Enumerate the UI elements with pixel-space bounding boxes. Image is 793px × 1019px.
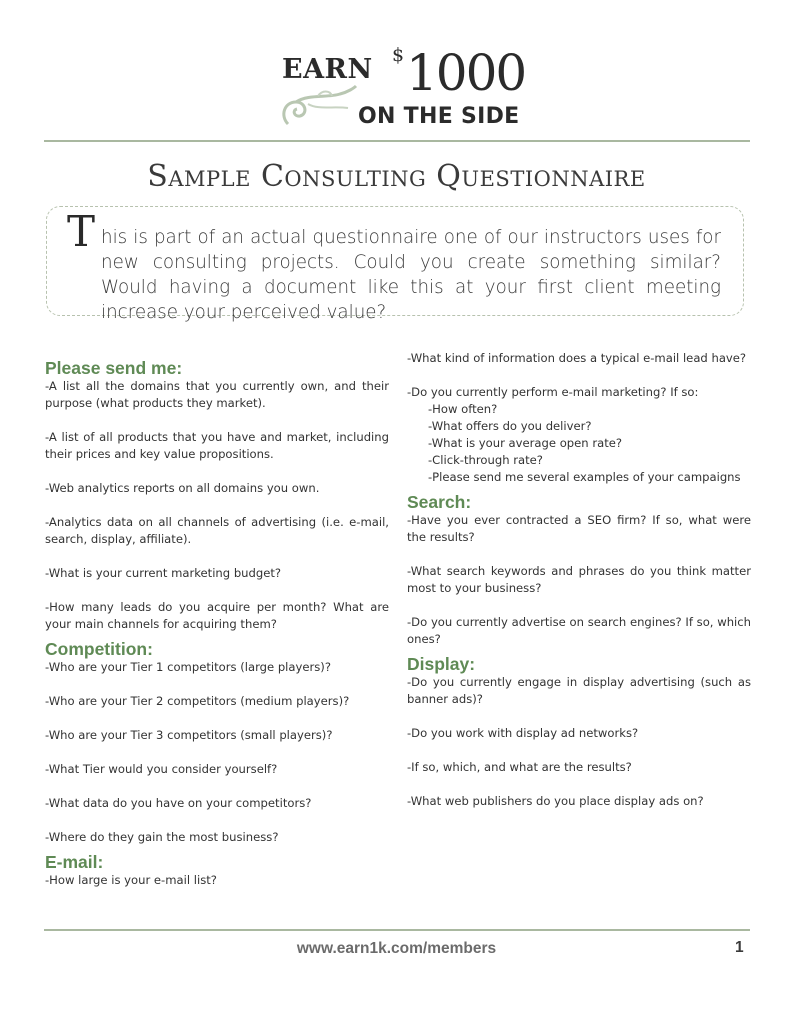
list-item: -Do you work with display ad networks? — [407, 726, 639, 740]
list-item: -Do you currently perform e-mail marketing? If so: — [407, 385, 699, 399]
sub-list-item: -Please send me several examples of your campaigns — [428, 470, 741, 484]
list-item: -A list of all products that you have and market, including their prices and key value propositions. — [45, 430, 389, 461]
ornament-swirl-icon — [278, 84, 358, 130]
earn1000-logo — [270, 40, 540, 135]
heading-please-send: Please send me: — [45, 358, 183, 378]
logo-earn: EARN — [282, 54, 373, 85]
logo-tagline: ON THE SIDE — [358, 104, 520, 129]
intro-box — [46, 206, 744, 323]
list-item: -Do you currently advertise on search engines? If so, which ones? — [407, 615, 751, 646]
list-item: -How many leads do you acquire per month? What are your main channels for acquiring them? — [45, 600, 389, 631]
heading-search: Search: — [407, 492, 472, 512]
list-item: -If so, which, and what are the results? — [407, 760, 632, 774]
list-item: -What is your current marketing budget? — [45, 566, 282, 580]
list-item: -What web publishers do you place display ads on? — [407, 794, 704, 808]
list-item: -How large is your e-mail list? — [45, 873, 217, 887]
list-item: -What kind of information does a typical e-mail lead have? — [407, 351, 747, 365]
list-item: -Do you currently engage in display advertising (such as banner ads)? — [407, 675, 751, 706]
heading-display: Display: — [407, 654, 476, 674]
logo-dollar: $ — [392, 44, 405, 66]
list-item: -Who are your Tier 2 competitors (medium players)? — [45, 694, 350, 708]
page-title: Sample Consulting Questionnaire — [147, 159, 646, 194]
logo-amount: 1000 — [406, 44, 526, 102]
intro-text: his is part of an actual questionnaire one of our instructors uses for new consulting projects. Could you create something similar? Would having a document like this at your first client meeting increase your perceived value? — [101, 227, 721, 323]
list-item: -What Tier would you consider yourself? — [45, 762, 278, 776]
footer-divider — [44, 929, 750, 931]
list-item: -What data do you have on your competitors? — [45, 796, 312, 810]
right-column — [407, 350, 751, 810]
list-item: -Web analytics reports on all domains you own. — [45, 481, 320, 495]
sub-list-item: -What offers do you deliver? — [428, 419, 592, 433]
footer-url: www.earn1k.com/members — [296, 940, 497, 957]
list-item: -Analytics data on all channels of advertising (i.e. e-mail, search, display, affiliate). — [45, 515, 389, 546]
heading-competition: Competition: — [45, 639, 153, 659]
list-item: -Who are your Tier 1 competitors (large players)? — [45, 660, 331, 674]
list-item: -Where do they gain the most business? — [45, 830, 279, 844]
list-item: -Who are your Tier 3 competitors (small players)? — [45, 728, 333, 742]
sub-list-item: -Click-through rate? — [428, 453, 543, 467]
intro-dropcap: T — [67, 207, 96, 256]
list-item: -What search keywords and phrases do you think matter most to your business? — [407, 564, 751, 595]
sub-list-item: -How often? — [428, 402, 498, 416]
sub-list-item: -What is your average open rate? — [428, 436, 623, 450]
page-number: 1 — [735, 939, 744, 956]
header-divider — [44, 140, 750, 142]
list-item: -A list all the domains that you currently own, and their purpose (what products they market). — [45, 379, 389, 410]
heading-email: E-mail: — [45, 852, 104, 872]
left-column — [45, 350, 389, 889]
list-item: -Have you ever contracted a SEO firm? If so, what were the results? — [407, 513, 751, 544]
